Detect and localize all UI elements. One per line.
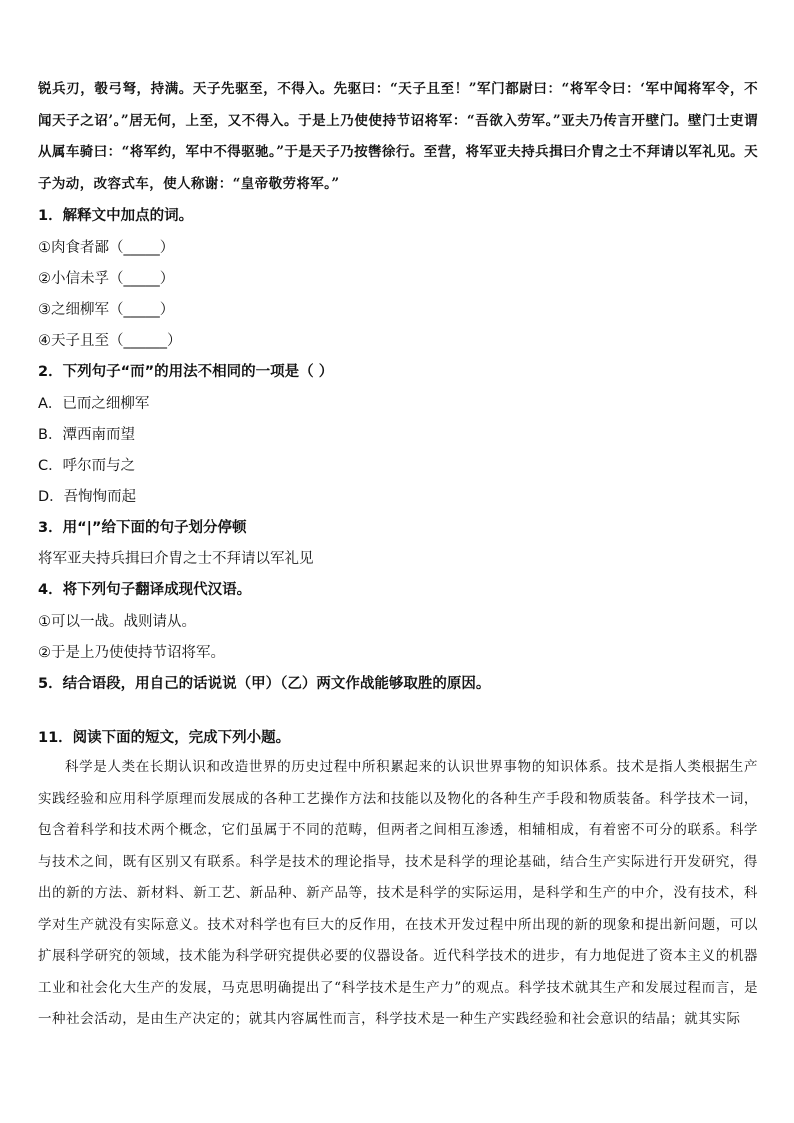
question-2-option-d: D．吾恂恂而起	[38, 489, 137, 505]
question-2-option-b: B．潭西南而望	[38, 427, 135, 443]
question-4-item: ①可以一战。战则请从。	[38, 614, 196, 630]
question-2-option-a: A．已而之细柳军	[38, 396, 150, 412]
question-1-item: ④天子且至（______）	[38, 333, 182, 349]
question-4-title: 4．将下列句子翻译成现代汉语。	[38, 582, 252, 598]
question-1-item: ①肉食者鄙（_____）	[38, 240, 175, 256]
question-4-item: ②于是上乃使使持节诏将军。	[38, 645, 225, 661]
question-5-title: 5．结合语段，用自己的话说说（甲）（乙）两文作战能够取胜的原因。	[38, 676, 491, 692]
question-2-option-c: C．呼尔而与之	[38, 458, 136, 474]
classical-passage: 锐兵刃，彀弓弩，持满。天子先驱至，不得入。先驱曰：“天子且至！”军门都尉曰：“将军令曰：‘军中闻将军令，不闻天子之诏’。”居无何，上至，又不得入。于是上乃使使持节诏将军：“吾欲入劳军。”亚夫乃传言开壁门。壁门士吏谓从属车骑曰：“将军约，军中不得驱驰。”于是天子乃按辔徐行。至营，将军亚夫持兵揖曰介胄之士不拜请以军礼见。天子为动，改容式车，使人称谢：“皇帝敬劳将军。”	[38, 81, 758, 192]
question-1-item: ②小信未孚（_____）	[38, 271, 175, 287]
question-1-item: ③之细柳军（_____）	[38, 302, 175, 318]
science-passage: 科学是人类在长期认识和改造世界的历史过程中所积累起来的认识世界事物的知识体系。技术是指人类根据生产实践经验和应用科学原理而发展成的各种工艺操作方法和技能以及物化的各种生产手段和物质装备。科学技术一词，包含着科学和技术两个概念，它们虽属于不同的范畴，但两者之间相互渗透，相辅相成，有着密不可分的联系。科学与技术之间，既有区别又有联系。科学是技术的理论指导，技术是科学的理论基础，结合生产实际进行开发研究，得出的新的方法、新材料、新工艺、新品种、新产品等，技术是科学的实际运用，是科学和生产的中介，没有技术，科学对生产就没有实际意义。技术对科学也有巨大的反作用，在技术开发过程中所出现的新的现象和提出新问题，可以扩展科学研究的领域，技术能为科学研究提供必要的仪器设备。近代科学技术的进步，有力地促进了资本主义的机器工业和社会化大生产的发展，马克思明确提出了“科学技术是生产力”的观点。科学技术就其生产和发展过程而言，是一种社会活动，是由生产决定的；就其内容属性而言，科学技术是一种生产实践经验和社会意识的结晶；就其实际	[38, 759, 758, 1027]
question-2-title: 2．下列句子“而”的用法不相同的一项是（ ）	[38, 364, 334, 380]
question-1-title: 1．解释文中加点的词。	[38, 208, 194, 224]
question-3-sentence: 将军亚夫持兵揖曰介胄之士不拜请以军礼见	[38, 551, 314, 567]
question-11-title: 11．阅读下面的短文，完成下列小题。	[38, 730, 291, 746]
question-3-title: 3．用“|”给下面的句子划分停顿	[38, 520, 247, 536]
